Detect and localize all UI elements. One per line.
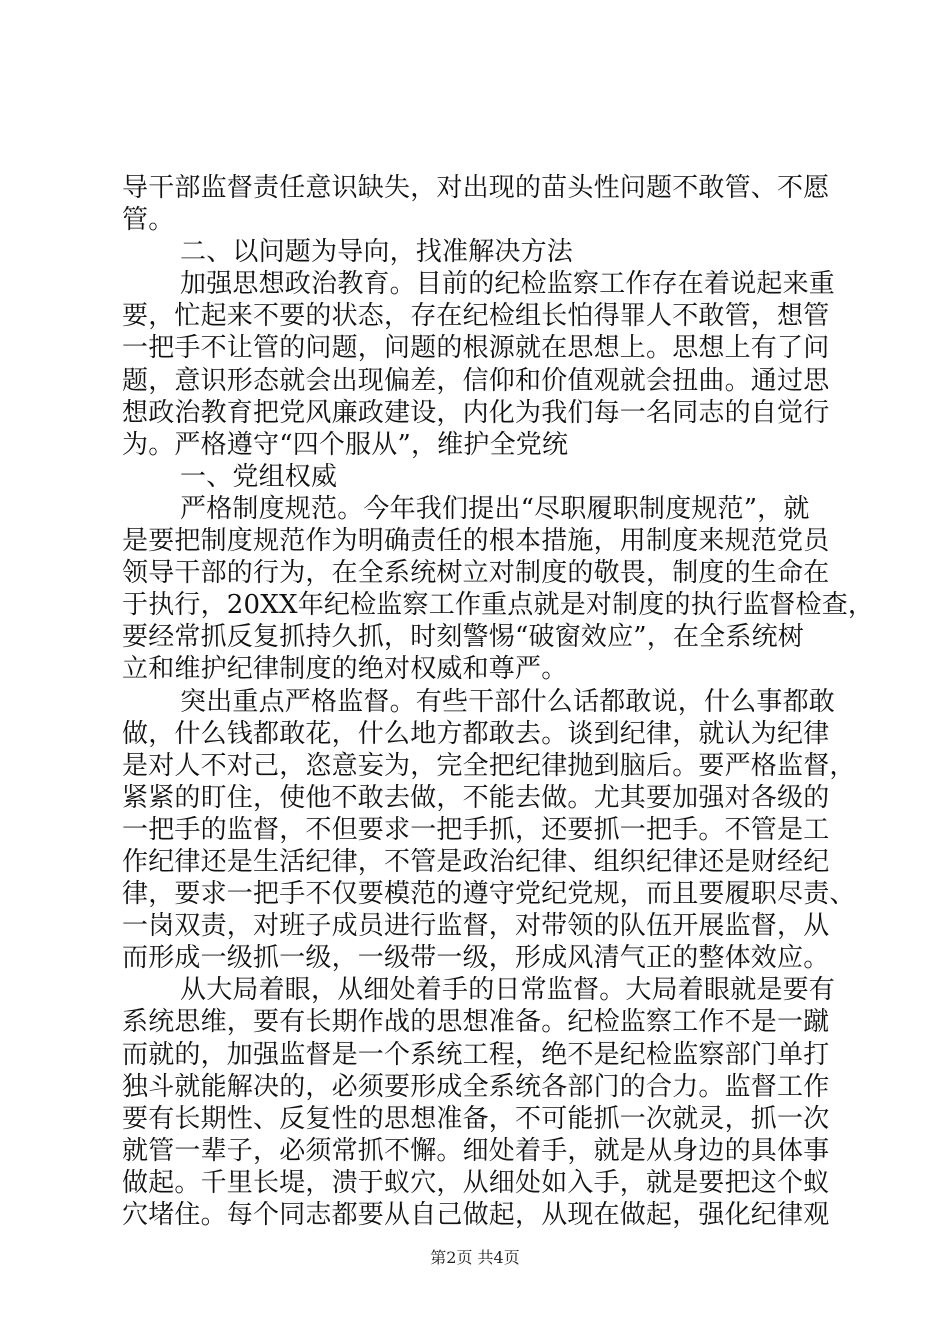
text-line: 严格制度规范。今年我们提出“尽职履职制度规范”，就 (180, 493, 810, 524)
text-line: 题，意识形态就会出现偏差，信仰和价值观就会扭曲。通过思 (122, 365, 830, 396)
text-line: 而形成一级抓一级，一级带一级，形成风清气正的整体效应。 (122, 943, 830, 974)
text-line: 做，什么钱都敢花，什么地方都敢去。谈到纪律，就认为纪律 (122, 718, 830, 749)
text-line: 于执行，20XX年纪检监察工作重点就是对制度的执行监督检查， (122, 590, 875, 621)
text-line: 从大局着眼，从细处着手的日常监督。大局着眼就是要有 (180, 975, 836, 1006)
text-line: 一、党组权威 (180, 461, 338, 492)
text-line: 要经常抓反复抓持久抓，时刻警惕“破窗效应”，在全系统树 (122, 622, 804, 653)
document-body (122, 172, 875, 1231)
text-line: 突出重点严格监督。有些干部什么话都敢说，什么事都敢 (180, 686, 836, 717)
text-line: 穴堵住。每个同志都要从自己做起，从现在做起，强化纪律观 (122, 1200, 830, 1230)
text-line: 是要把制度规范作为明确责任的根本措施，用制度来规范党员 (122, 526, 830, 557)
text-line: 为。严格遵守“四个服从”，维护全党统 (122, 429, 569, 460)
text-line: 加强思想政治教育。目前的纪检监察工作存在着说起来重 (180, 269, 836, 300)
text-line: 紧紧的盯住，使他不敢去做，不能去做。尤其要加强对各级的 (122, 782, 830, 813)
text-line: 就管一辈子，必须常抓不懈。细处着手，就是从身边的具体事 (122, 1135, 830, 1166)
text-line: 一岗双责，对班子成员进行监督，对带领的队伍开展监督，从 (122, 911, 830, 942)
text-line: 独斗就能解决的，必须要形成全系统各部门的合力。监督工作 (122, 1071, 830, 1102)
text-line: 律，要求一把手不仅要模范的遵守党纪党规，而且要履职尽责、 (122, 879, 856, 910)
text-line: 要，忙起来不要的状态，存在纪检组长怕得罪人不敢管，想管 (122, 301, 830, 332)
text-line: 一把手的监督，不但要求一把手抓，还要抓一把手。不管是工 (122, 814, 830, 845)
text-line: 想政治教育把党风廉政建设，内化为我们每一名同志的自觉行 (122, 397, 830, 428)
page-number-footer: 第2页 共4页 (430, 1248, 520, 1267)
text-line: 一把手不让管的问题，问题的根源就在思想上。思想上有了问 (122, 333, 830, 364)
text-line: 管。 (122, 205, 175, 236)
text-line: 领导干部的行为，在全系统树立对制度的敬畏，制度的生命在 (122, 558, 830, 589)
text-line: 做起。千里长堤，溃于蚁穴，从细处如入手，就是要把这个蚁 (122, 1167, 830, 1198)
text-line: 二、以问题为导向，找准解决方法 (180, 237, 574, 268)
text-line: 导干部监督责任意识缺失，对出现的苗头性问题不敢管、不愿 (122, 173, 830, 203)
text-line: 要有长期性、反复性的思想准备，不可能抓一次就灵，抓一次 (122, 1103, 830, 1134)
text-line: 立和维护纪律制度的绝对权威和尊严。 (122, 654, 568, 685)
text-line: 作纪律还是生活纪律，不管是政治纪律、组织纪律还是财经纪 (122, 846, 830, 877)
text-line: 系统思维，要有长期作战的思想准备。纪检监察工作不是一蹴 (122, 1007, 830, 1038)
text-line: 而就的，加强监督是一个系统工程，绝不是纪检监察部门单打 (122, 1039, 830, 1070)
text-line: 是对人不对己，恣意妄为，完全把纪律抛到脑后。要严格监督， (122, 750, 856, 781)
